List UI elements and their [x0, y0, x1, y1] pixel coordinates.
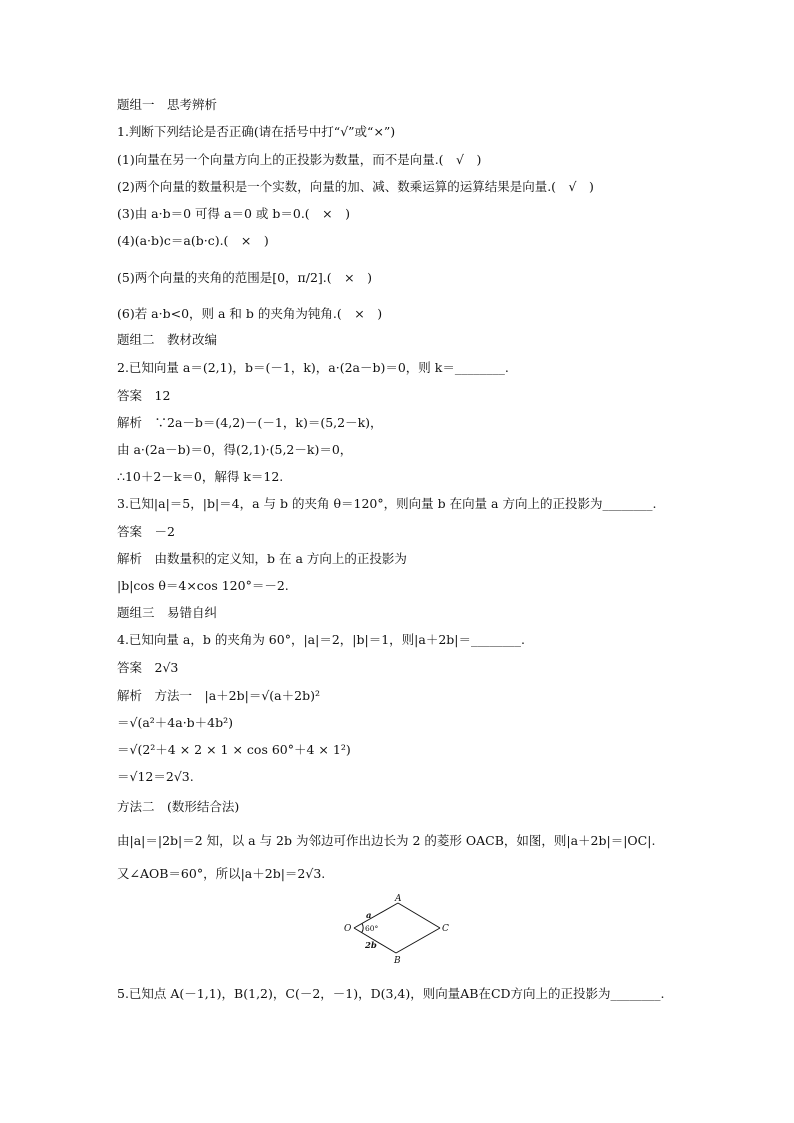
statement-3: (3)由 a·b＝0 可得 a＝0 或 b＝0.( × )	[117, 206, 351, 221]
solution-2-line-2: 由 a·(2a－b)＝0，得(2,1)·(5,2－k)＝0，	[117, 442, 353, 457]
label-a-point: A	[395, 894, 402, 904]
question-3: 3.已知|a|＝5，|b|＝4，a 与 b 的夹角 θ＝120°，则向量 b 在向量 a 方向上的正投影为________.	[117, 496, 657, 511]
section-heading-3: 题组三 易错自纠	[117, 605, 218, 620]
label-vector-a: a	[366, 911, 372, 921]
solution-3-line-2: |b|cos θ＝4×cos 120°＝－2.	[117, 578, 289, 593]
label-vector-2b: 2b	[365, 941, 377, 951]
answer-4: 答案 2√3	[117, 660, 179, 675]
statement-2: (2)两个向量的数量积是一个实数，向量的加、减、数乘运算的运算结果是向量.( √ )	[117, 179, 594, 194]
question-5: 5.已知点 A(－1,1)，B(1,2)，C(－2，－1)，D(3,4)，则向量AB在CD方向上的正投影为________.	[117, 986, 665, 1001]
solution-2-line-3: ∴10＋2－k＝0，解得 k＝12.	[117, 469, 284, 484]
solution-2-line-1: 解析 ∵2a－b＝(4,2)－(－1，k)＝(5,2－k)，	[117, 415, 383, 430]
label-c-point: C	[442, 924, 449, 934]
statement-4: (4)(a·b)c＝a(b·c).( × )	[117, 233, 269, 248]
section-heading-1: 题组一 思考辨析	[117, 97, 218, 112]
answer-2: 答案 12	[117, 388, 171, 403]
question-1: 1.判断下列结论是否正确(请在括号中打“√”或“×”)	[117, 124, 396, 139]
solution-4-line-2: ＝√(a²＋4a·b＋4b²)	[117, 715, 234, 730]
answer-3: 答案 －2	[117, 524, 175, 539]
statement-1: (1)向量在另一个向量方向上的正投影为数量，而不是向量.( √ )	[117, 152, 482, 167]
question-2: 2.已知向量 a＝(2,1)，b＝(－1，k)，a·(2a－b)＝0，则 k＝________.	[117, 360, 509, 375]
method-2-line-2: 又∠AOB＝60°，所以|a＋2b|＝2√3.	[117, 866, 326, 881]
statement-6: (6)若 a·b<0，则 a 和 b 的夹角为钝角.( × )	[117, 306, 383, 321]
label-o-point: O	[344, 924, 352, 934]
rhombus-figure	[340, 892, 455, 964]
segment-cb	[396, 928, 440, 953]
question-4: 4.已知向量 a，b 的夹角为 60°，|a|＝2，|b|＝1，则|a＋2b|＝________.	[117, 632, 525, 647]
section-heading-2: 题组二 教材改编	[117, 332, 218, 347]
statement-5: (5)两个向量的夹角的范围是[0，π/2].( × )	[117, 270, 372, 285]
solution-4-line-1: 解析 方法一 |a＋2b|＝√(a＋2b)²	[117, 688, 320, 703]
solution-4-line-4: ＝√12＝2√3.	[117, 769, 194, 784]
solution-4-line-3: ＝√(2²＋4 × 2 × 1 × cos 60°＋4 × 1²)	[117, 742, 351, 757]
label-b-point: B	[394, 956, 401, 964]
label-angle: 60°	[365, 924, 379, 933]
solution-3-line-1: 解析 由数量积的定义知，b 在 a 方向上的正投影为	[117, 551, 407, 566]
rhombus-diagram	[340, 892, 455, 964]
method-2-line-1: 由|a|＝|2b|＝2 知，以 a 与 2b 为邻边可作出边长为 2 的菱形 OACB，如图，则|a＋2b|＝|OC|.	[117, 833, 656, 848]
method-2-heading: 方法二 (数形结合法)	[117, 799, 240, 814]
segment-ac	[398, 903, 440, 928]
angle-arc	[362, 924, 363, 933]
